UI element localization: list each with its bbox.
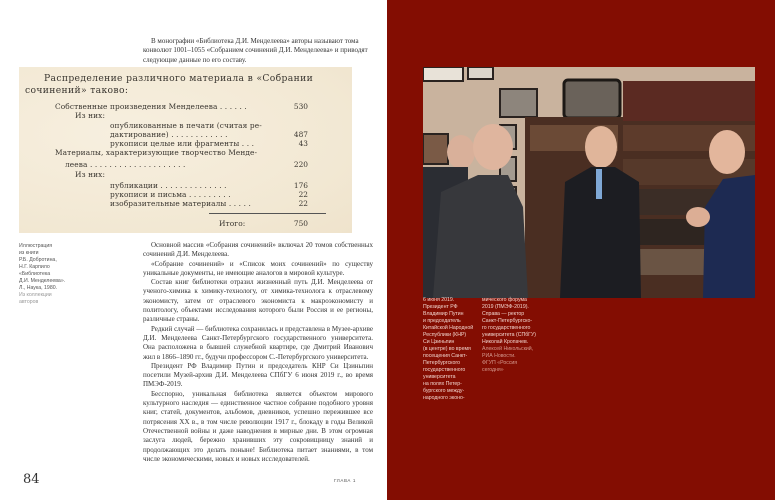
scan-row-value: 176 bbox=[293, 181, 308, 190]
caption-line: государственного bbox=[423, 367, 466, 373]
scan-row-value: 220 bbox=[293, 160, 308, 169]
body-paragraph: Бесспорно, уникальная библиотека является объектом мирового культурного наследия — единственное частное собрание подобного уровня книг, статей, документов, альбомов, дневников, успешно пережившее все потрясения XX в., в том числе революции 1917 г., блокаду в годы Великой Отечественной войны и даже наводнения в мирные дни. В этом огромная заслуга людей, бережно хранивших эту сокровищницу знаний и продолжающих это делать поныне! Библиотека питает знаниями, в том числе экономическими, новых и новых исследователей. bbox=[143, 389, 373, 463]
caption-line: Иллюстрация bbox=[19, 243, 53, 249]
scan-row-label: Собственные произведения Менделеева . . . . . . bbox=[55, 102, 247, 111]
caption-line: Си Цзиньпин bbox=[423, 339, 455, 345]
page-number: 84 bbox=[23, 472, 40, 487]
photo-museum-visit bbox=[423, 67, 755, 298]
scan-row-value: 22 bbox=[298, 199, 308, 208]
scan-row-label: рукописи и письма . . . . . . . . . bbox=[110, 190, 231, 199]
scan-row-label: дактирование) . . . . . . . . . . . . bbox=[110, 130, 228, 139]
caption-line: 2019 (ПМЭФ-2019). bbox=[482, 304, 529, 310]
photo-credit: ФГУП «Россия bbox=[482, 360, 518, 366]
caption-line: го государственного bbox=[482, 325, 531, 331]
caption-line: из книги bbox=[19, 250, 39, 256]
caption-line: Президент РФ bbox=[423, 304, 458, 310]
caption-line: бургского между- bbox=[423, 388, 465, 394]
scan-heading: Распределение различного материала в «Собрании сочинений» таково: bbox=[25, 73, 314, 96]
caption-line: Санкт-Петербургско- bbox=[482, 318, 533, 324]
photo-image bbox=[423, 67, 755, 298]
right-page bbox=[387, 0, 775, 500]
body-text bbox=[143, 241, 373, 464]
caption-credit: Из коллекции bbox=[19, 292, 52, 298]
scan-row-label: публикации . . . . . . . . . . . . . . bbox=[110, 181, 227, 190]
body-paragraph: Президент РФ Владимир Путин и председатель КНР Си Цзиньпин посетили Музей-архив Д.И. Менделеева СПбГУ 6 июня 2019 г., во время ПМЭФ-2019. bbox=[143, 361, 373, 389]
photo-credit: Алексей Никольский, bbox=[482, 346, 534, 352]
body-paragraph: Редкий случай — библиотека сохранилась и представлена в Музее-архиве Д.И. Менделеева Санкт-Петербургского государственного университета. Она расположена в бывшей служебной квартире, где Дмитрий Иванович жил в 1866–1890 гг., будучи профессором С.-Петербургского университета. bbox=[143, 324, 373, 361]
scan-row-label: опубликованные в печати (считая ре- bbox=[110, 121, 262, 130]
caption-line: народного эконо- bbox=[423, 395, 465, 401]
scan-row-value: 487 bbox=[293, 130, 308, 139]
caption-line: Петербургского bbox=[423, 360, 461, 366]
caption-line: университета (СПбГУ) bbox=[482, 332, 536, 338]
scan-row-label: Материалы, характеризующие творчество Менде- bbox=[55, 148, 258, 157]
caption-line: Владимир Путин bbox=[423, 311, 464, 317]
caption-line: Китайской Народной bbox=[423, 325, 474, 331]
total-rule-divider bbox=[209, 213, 326, 214]
caption-line: и председатель bbox=[423, 318, 461, 324]
body-paragraph: Состав книг библиотеки отразил жизненный путь Д.И. Менделеева от ученого-химика к химику-технологу, от химика-технолога к отраслевому экономисту, затем от отраслевого экономиста к макроэкономисту и политологу, объектами исследования которого были Россия и ее регионы, различные страны. bbox=[143, 278, 373, 324]
scan-row-value: 530 bbox=[293, 102, 308, 111]
left-page bbox=[0, 0, 387, 500]
photo-caption-right bbox=[482, 297, 562, 374]
caption-line: Н.Г. Карпило bbox=[19, 264, 50, 270]
caption-line: Л., Наука, 1980. bbox=[19, 285, 58, 291]
scan-total-value: 750 bbox=[293, 219, 308, 228]
chapter-label: ГЛАВА 1 bbox=[334, 478, 356, 483]
scan-row-value: 22 bbox=[298, 190, 308, 199]
caption-line: Р.Б. Добротина, bbox=[19, 257, 57, 263]
photo-credit: сегодня» bbox=[482, 367, 504, 373]
scan-row-label: леева . . . . . . . . . . . . . . . . . . . . bbox=[65, 160, 186, 169]
caption-line: на полях Петер- bbox=[423, 381, 462, 387]
caption-line: мического форума bbox=[482, 297, 527, 303]
caption-line: Д.И. Менделеева». bbox=[19, 278, 66, 284]
caption-line: 6 июня 2019. bbox=[423, 297, 455, 303]
caption-line: Справа — ректор bbox=[482, 311, 525, 317]
caption-line: Республики (КНР) bbox=[423, 332, 467, 338]
scanned-table-illustration bbox=[19, 67, 352, 233]
scan-row-label: Из них: bbox=[75, 111, 106, 120]
body-paragraph: Основной массив «Собрания сочинений» включал 20 томов собственных сочинений Д.И. Менделеева. bbox=[143, 241, 373, 259]
scan-row-label: изобразительные материалы . . . . . bbox=[110, 199, 251, 208]
caption-line: университета bbox=[423, 374, 456, 380]
caption-line: посещения Санкт- bbox=[423, 353, 468, 359]
illustration-caption bbox=[19, 243, 89, 306]
body-paragraph: «Собрание сочинений» и «Список моих сочинений» по существу уникальные документы, не имеющие аналогов в мировой культуре. bbox=[143, 259, 373, 277]
caption-line: «Библиотека bbox=[19, 271, 51, 277]
scan-row-value: 43 bbox=[298, 139, 308, 148]
photo-credit: РИА Новости. bbox=[482, 353, 516, 359]
caption-line: Николай Кропачев. bbox=[482, 339, 529, 345]
scan-row-label: Из них: bbox=[75, 170, 106, 179]
scan-total-label: Итого: bbox=[219, 219, 246, 228]
caption-credit: авторов bbox=[19, 299, 39, 305]
caption-line: (в центре) во время bbox=[423, 346, 471, 352]
scan-row-label: рукописи целые или фрагменты . . . bbox=[110, 139, 255, 148]
intro-paragraph: В монографии «Библиотека Д.И. Менделеева» авторы называют тома конволют 1001–1055 «Собранием сочинений Д.И. Менделеева» и приводят следующие данные по его составу. bbox=[143, 37, 368, 64]
